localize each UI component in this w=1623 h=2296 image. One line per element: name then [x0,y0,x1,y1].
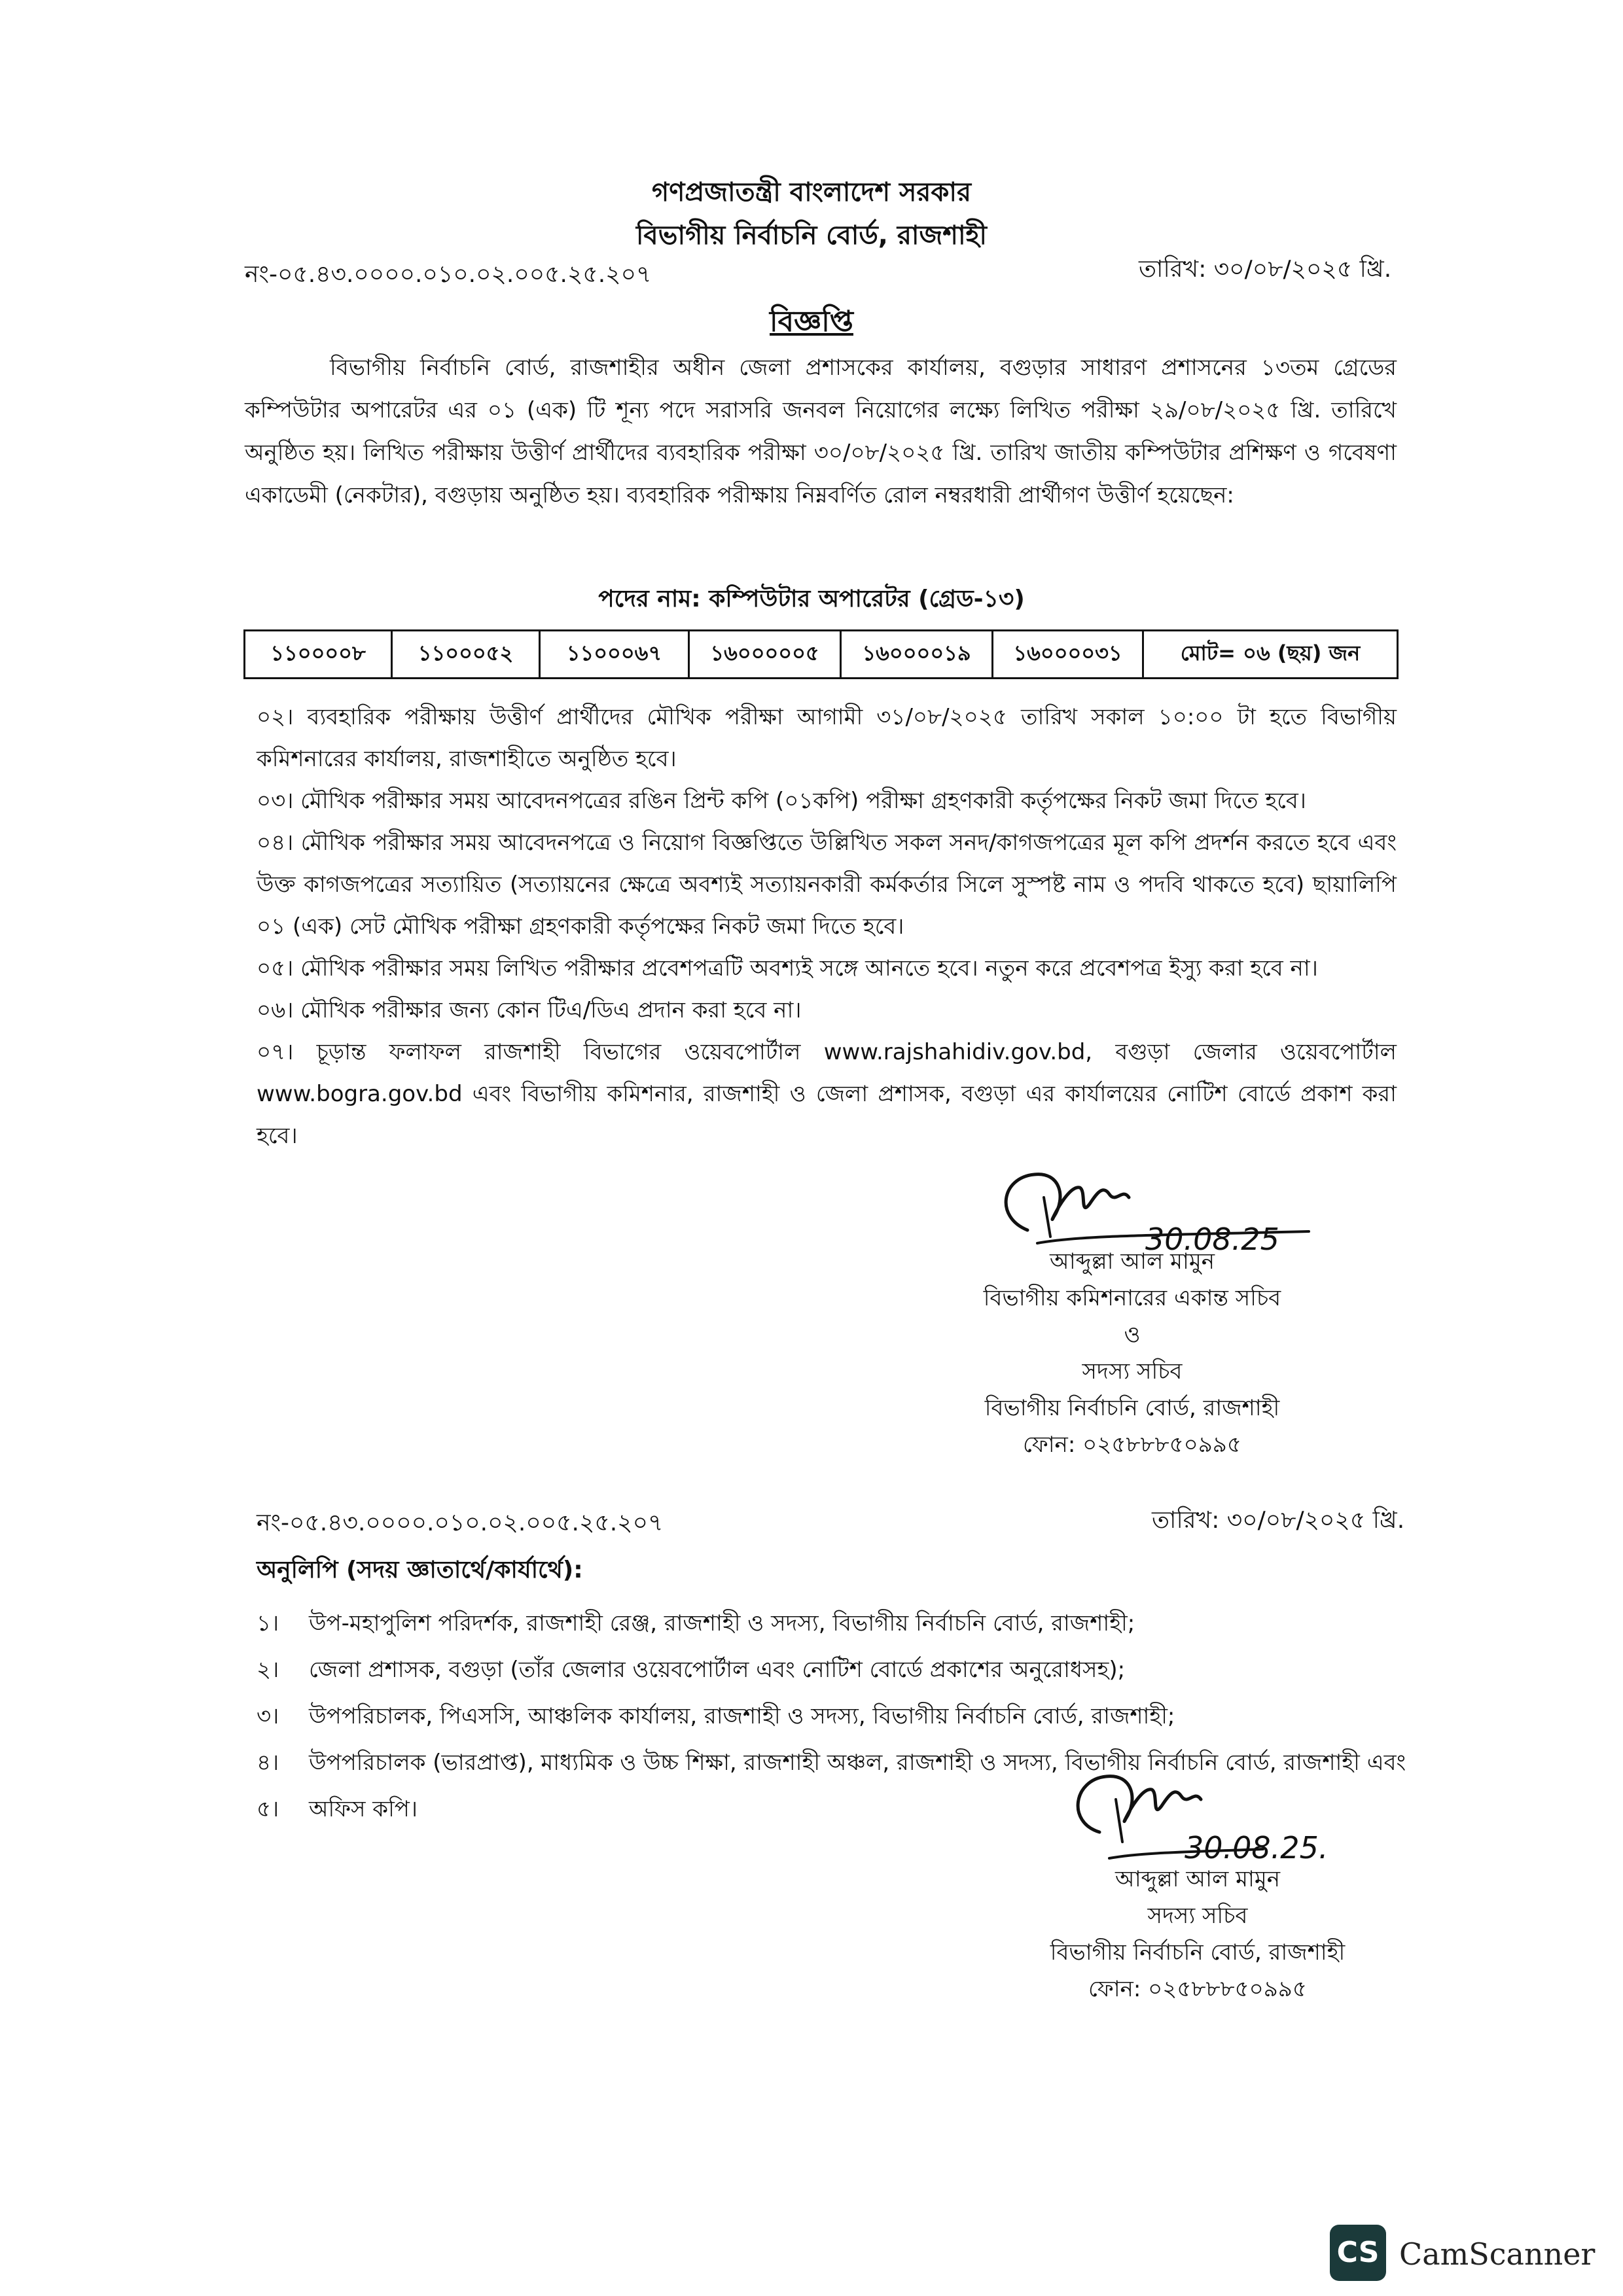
roll-number-row [245,631,1398,679]
signatory-office: বিভাগীয় নির্বাচনি বোর্ড, রাজশাহী [1050,1939,1346,1966]
signature-block-1 [903,1243,1361,1463]
copy-item [257,1792,418,1829]
signatory-phone: ফোন: ০২৫৮৮৮৫০৯৯৫ [1088,1976,1307,2002]
copy-item-number: ১। [257,1610,279,1636]
copy-item [257,1699,1175,1737]
copy-memo-date: তারিখ: ৩০/০৮/২০২৫ খ্রি. [1152,1507,1405,1534]
instruction-item: ০৬। মৌখিক পরীক্ষার জন্য কোন টিএ/ডিএ প্রদান করা হবে না। [257,997,802,1023]
copy-item-text: জেলা প্রশাসক, বগুড়া (তাঁর জেলার ওয়েবপোর্টাল এবং নোটিশ বোর্ডে প্রকাশের অনুরোধসহ); [309,1657,1126,1683]
copy-item-text: উপপরিচালক (ভারপ্রাপ্ত), মাধ্যমিক ও উচ্চ শিক্ষা, রাজশাহী অঞ্চল, রাজশাহী ও সদস্য, বিভাগীয় নির্বাচনি বোর্ড, রাজশাহী এবং [309,1750,1406,1776]
signatory-designation: সদস্য সচিব [1082,1358,1183,1385]
roll-number-cell: ১১০০০০৮ [245,631,392,679]
post-name: পদের নাম: কম্পিউটার অপারেটর (গ্রেড-১৩) [598,586,1025,612]
copy-item [257,1606,1135,1644]
copy-item-number: ৪। [257,1750,279,1776]
handwritten-date-2: 30.08.25. [1185,1830,1329,1865]
instruction-item: ০৪। মৌখিক পরীক্ষার সময় আবেদনপত্রে ও নিয়োগ বিজ্ঞপ্তিতে উল্লিখিত সকল সনদ/কাগজপত্রের মূল কপি প্রদর্শন করতে হবে এবং উক্ত কাগজপত্রের সত্যায়িত (সত্যায়নের ক্ষেত্রে অবশ্যই সত্যায়নকারী কর্মকর্তার সিলে সুস্পষ্ট নাম ও পদবি থাকতে হবে) ছায়ালিপি ০১ (এক) সেট মৌখিক পরীক্ষা গ্রহণকারী কর্তৃপক্ষের নিকট জমা দিতে হবে। [257,830,1397,940]
notice-title-text: বিজ্ঞপ্তি [770,305,853,338]
instruction-item: ০৩। মৌখিক পরীক্ষার সময় আবেদনপত্রের রঙিন প্রিন্ট কপি (০১কপি) পরীক্ষা গ্রহণকারী কর্তৃপক্ষের নিকট জমা দিতে হবে। [257,788,1306,814]
handwritten-date-1: 30.08.25 [1145,1222,1279,1257]
roll-number-cell: ১৬০০০০১৯ [841,631,993,679]
signatory-name: আব্দুল্লা আল মামুন [1115,1866,1281,1892]
notice-title [0,300,1623,347]
copy-item-text: অফিস কপি। [309,1796,418,1822]
copy-item [257,1653,1125,1690]
camscanner-logo-icon: CS [1330,2225,1386,2281]
signatory-conjunction: ও [1124,1322,1141,1348]
signatory-designation: সদস্য সচিব [1147,1903,1248,1929]
roll-number-cell: ১১০০০৫২ [392,631,540,679]
signatory-phone: ফোন: ০২৫৮৮৮৫০৯৯৫ [1023,1432,1241,1458]
government-title: গণপ্রজাতন্ত্রী বাংলাদেশ সরকার [652,177,971,207]
instruction-item: ০৫। মৌখিক পরীক্ষার সময় লিখিত পরীক্ষার প্রবেশপত্রটি অবশ্যই সঙ্গে আনতে হবে। নতুন করে প্রবেশপত্র ইস্যু করা হবে না। [257,955,1318,981]
memo-number: নং-০৫.৪৩.০০০০.০১০.০২.০০৫.২৫.২০৭ [245,261,652,288]
signatory-office: বিভাগীয় নির্বাচনি বোর্ড, রাজশাহী [984,1395,1280,1421]
instruction-item: ০৭। চূড়ান্ত ফলাফল রাজশাহী বিভাগের ওয়েবপোর্টাল www.rajshahidiv.gov.bd, বগুড়া জেলার ওয়েবপোর্টাল www.bogra.gov.bd এবং বিভাগীয় কমিশনার, রাজশাহী ও জেলা প্রশাসক, বগুড়া এর কার্যালয়ের নোটিশ বোর্ডে প্রকাশ করা হবে। [257,1039,1397,1149]
instruction-list [257,696,1397,1157]
copy-item-number: ৩। [257,1703,279,1729]
copy-memo-number: নং-০৫.৪৩.০০০০.০১০.০২.০০৫.২৫.২০৭ [257,1510,664,1536]
roll-number-cell: ১১০০০৬৭ [540,631,689,679]
roll-number-cell: ১৬০০০০০৫ [689,631,841,679]
camscanner-watermark: CamScanner [1399,2236,1596,2272]
signatory-designation: বিভাগীয় কমিশনারের একান্ত সচিব [983,1285,1281,1311]
notice-intro: বিভাগীয় নির্বাচনি বোর্ড, রাজশাহীর অধীন জেলা প্রশাসকের কার্যালয়, বগুড়ার সাধারণ প্রশাসনের ১৩তম গ্রেডের কম্পিউটার অপারেটর এর ০১ (এক) টি শূন্য পদে সরাসরি জনবল নিয়োগের লক্ষ্যে লিখিত পরীক্ষা ২৯/০৮/২০২৫ খ্রি. তারিখে অনুষ্ঠিত হয়। লিখিত পরীক্ষায় উত্তীর্ণ প্রার্থীদের ব্যবহারিক পরীক্ষা ৩০/০৮/২০২৫ খ্রি. তারিখ জাতীয় কম্পিউটার প্রশিক্ষণ ও গবেষণা একাডেমী (নেকটার), বগুড়ায় অনুষ্ঠিত হয়। ব্যবহারিক পরীক্ষায় নিম্নবর্ণিত রোল নম্বরধারী প্রার্থীগণ উত্তীর্ণ হয়েছেন: [245,355,1397,508]
board-title: বিভাগীয় নির্বাচনি বোর্ড, রাজশাহী [635,221,988,251]
handwritten-signature-2 [1047,1760,1414,1871]
copy-item-number: ২। [257,1657,279,1683]
copy-item-text: উপ-মহাপুলিশ পরিদর্শক, রাজশাহী রেঞ্জ, রাজশাহী ও সদস্য, বিভাগীয় নির্বাচনি বোর্ড, রাজশাহী; [309,1610,1135,1636]
signatory-name: আব্দুল্লা আল মামুন [1049,1248,1215,1275]
roll-number-table [243,629,1399,679]
instruction-item: ০২। ব্যবহারিক পরীক্ষায় উত্তীর্ণ প্রার্থীদের মৌখিক পরীক্ষা আগামী ৩১/০৮/২০২৫ তারিখ সকাল ১০:০০ টা হতে বিভাগীয় কমিশনারের কার্যালয়, রাজশাহীতে অনুষ্ঠিত হবে। [257,704,1397,772]
signature-block-2 [1021,1861,1374,2007]
memo-date: তারিখ: ৩০/০৮/২০২৫ খ্রি. [1139,256,1392,283]
roll-number-cell: ১৬০০০০৩১ [993,631,1143,679]
copy-item-text: উপপরিচালক, পিএসসি, আঞ্চলিক কার্যালয়, রাজশাহী ও সদস্য, বিভাগীয় নির্বাচনি বোর্ড, রাজশাহী; [309,1703,1175,1729]
copy-item-number: ৫। [257,1796,279,1822]
copy-title: অনুলিপি (সদয় জ্ঞাতার্থে/কার্যার্থে): [257,1557,583,1583]
total-count-cell: মোট= ০৬ (ছয়) জন [1143,631,1398,679]
